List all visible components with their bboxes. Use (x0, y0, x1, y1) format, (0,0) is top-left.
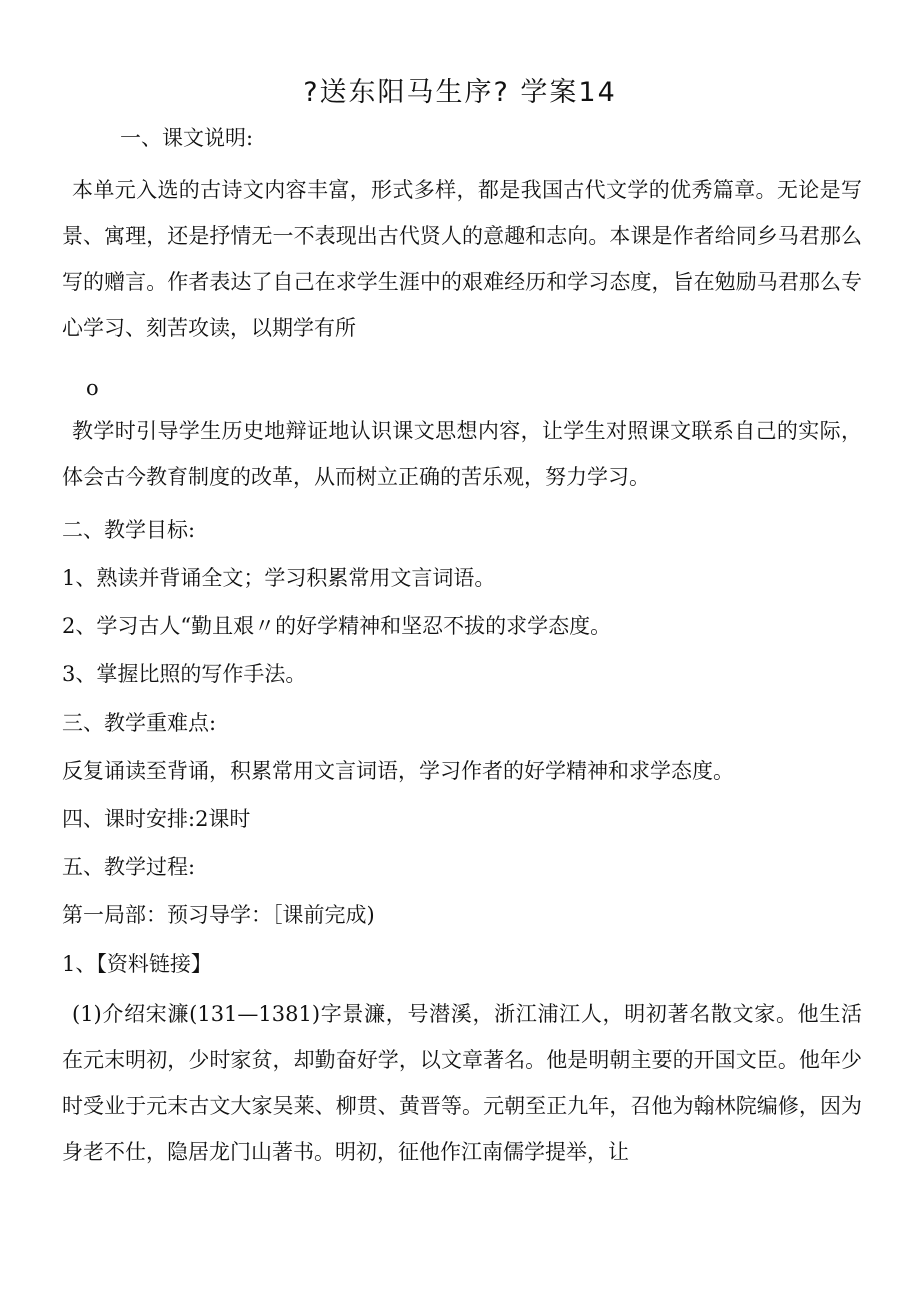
stray-mark: o (86, 376, 99, 400)
section-4-line: 四、课时安排:2课时 (62, 807, 251, 831)
section-1-heading: 一、课文说明: (120, 126, 254, 150)
section-3-text: 反复诵读至背诵，积累常用文言词语，学习作者的好学精神和求学态度。 (62, 759, 734, 783)
section-5-heading: 五、教学过程: (62, 855, 196, 879)
goal-2: 2、学习古人“勤且艰〃的好学精神和坚忍不拔的求学态度。 (62, 614, 612, 638)
intro-paragraph: 本单元入选的古诗文内容丰富，形式多样，都是我国古代文学的优秀篇章。无论是写景、寓理，还是抒情无一不表现出古代贤人的意趣和志向。本课是作者给同乡马君那么写的赠言。作者表达了自己在求学生涯中的艰难经历和学习态度，旨在勉励马君那么专心学习、刻苦攻读，以期学有所 (62, 178, 862, 340)
goal-3: 3、掌握比照的写作手法。 (62, 662, 307, 686)
goal-1: 1、熟读并背诵全文；学习积累常用文言词语。 (62, 566, 496, 590)
item-1-line: 1、【资料链接】 (62, 952, 212, 976)
section-2-heading: 二、教学目标: (62, 518, 196, 542)
part-1-line: 第一局部：预习导学：［课前完成) (62, 903, 375, 927)
bio-paragraph: (1)介绍宋濂(131—1381)字景濂，号潜溪，浙江浦江人，明初著名散文家。他生活在元末明初，少时家贫，却勤奋好学，以文章著名。他是明朝主要的开国文臣。他年少时受业于元末古文大家吴莱、柳贯、黄晋等。元朝至正九年，召他为翰林院编修，因为身老不仕，隐居龙门山著书。明初，征他作江南儒学提举，让 (62, 1002, 862, 1164)
teaching-paragraph: 教学时引导学生历史地辩证地认识课文思想内容，让学生对照课文联系自己的实际，体会古今教育制度的改革，从而树立正确的苦乐观，努力学习。 (62, 419, 862, 489)
section-3-heading: 三、教学重难点: (62, 711, 217, 735)
document-title: ?送东阳马生序? 学案14 (303, 77, 617, 108)
